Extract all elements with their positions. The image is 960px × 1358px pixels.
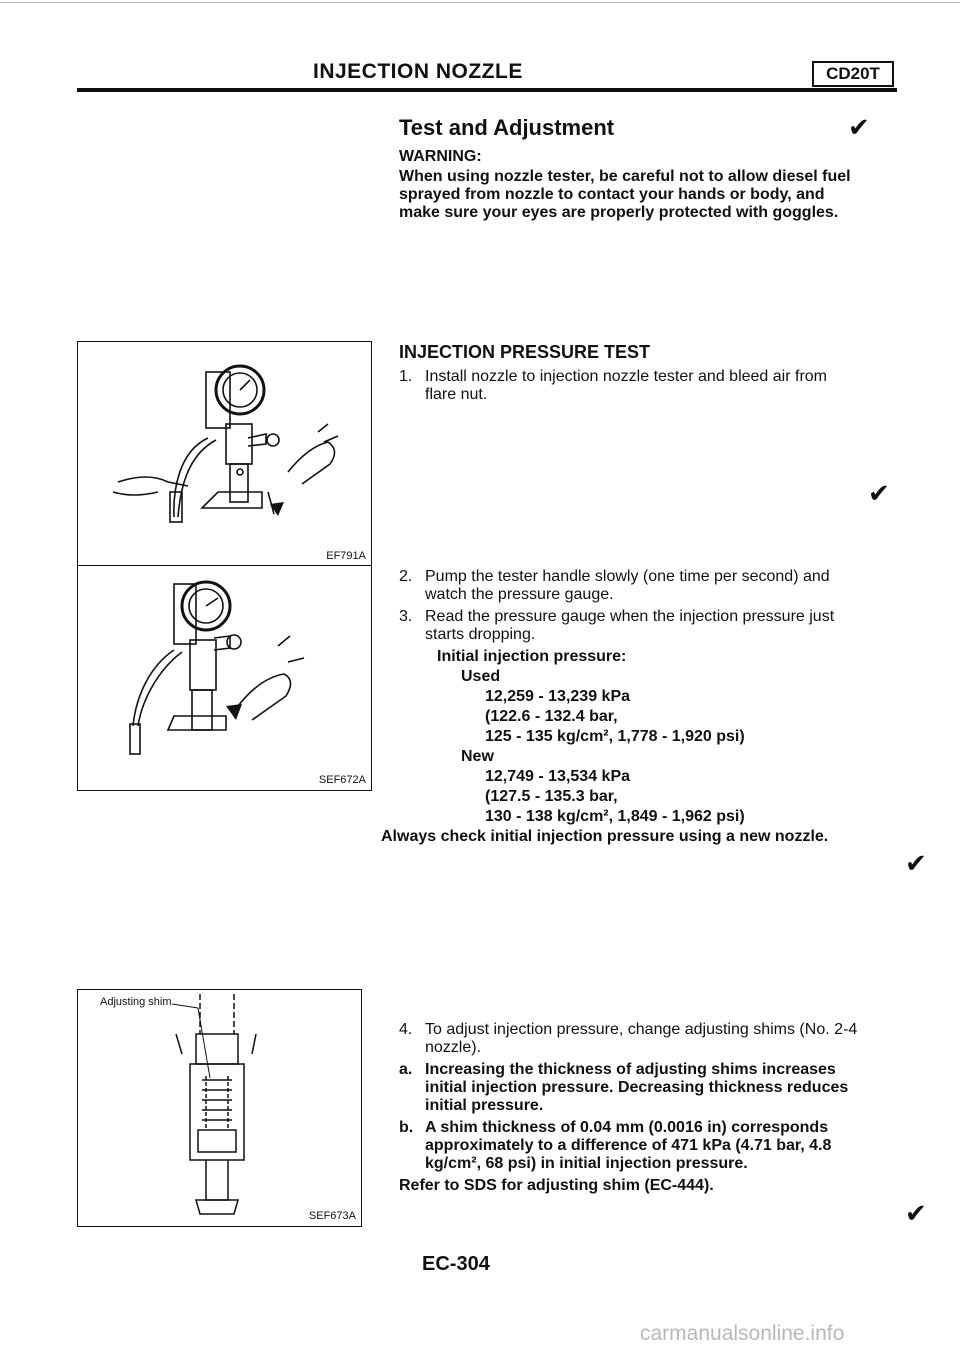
step-4: 4. To adjust injection pressure, change adjusting shims (No. 2-4 nozzle).: [399, 1021, 858, 1056]
spec-used-label: Used: [461, 668, 501, 685]
engine-model-badge: CD20T: [812, 61, 894, 87]
nozzle-tester-illustration: [78, 342, 371, 566]
figure-code-sef672a: SEF672A: [318, 774, 366, 786]
step-2: 2. Pump the tester handle slowly (one time per second) and watch the pressure gauge.: [399, 568, 830, 603]
section-title: Test and Adjustment: [399, 115, 615, 140]
spec-new-bar: (127.5 - 135.3 bar,: [485, 788, 618, 805]
figure-pressure-gauge-test: [77, 565, 372, 791]
spec-new-kgcm-psi: 130 - 138 kg/cm², 1,849 - 1,962 psi): [485, 808, 745, 825]
spec-new-kpa: 12,749 - 13,534 kPa: [485, 768, 631, 785]
figure-adjusting-shim: [77, 989, 362, 1227]
page-number: EC-304: [422, 1253, 490, 1275]
step-3: 3. Read the pressure gauge when the injection pressure just starts dropping.: [399, 608, 835, 643]
figure-nozzle-tester-install: [77, 341, 372, 567]
spec-used-bar: (122.6 - 132.4 bar,: [485, 708, 618, 725]
nozzle-cutaway-illustration: [78, 990, 361, 1226]
spec-used-kpa: 12,259 - 13,239 kPa: [485, 688, 631, 705]
margin-check-mark-icon: ✔: [905, 1198, 927, 1228]
spec-note: Always check initial injection pressure using a new nozzle.: [381, 828, 829, 845]
step-a: a. Increasing the thickness of adjusting shims increases initial injection pressure. Decreasing thickness reduces initial pressure.: [399, 1061, 849, 1114]
watermark: carmanualsonline.info: [640, 1322, 845, 1345]
warning-heading: WARNING:: [399, 148, 482, 165]
warning-text: When using nozzle tester, be careful not to allow diesel fuel sprayed from nozzle to contact your hands or body, and make sure your eyes are properly protected with goggles.: [399, 168, 851, 221]
page-header-title: INJECTION NOZZLE: [313, 60, 523, 83]
spec-heading: Initial injection pressure:: [437, 648, 627, 665]
adjusting-shim-label: Adjusting shim: [100, 996, 172, 1008]
top-edge-rule: [0, 2, 960, 3]
step-b: b. A shim thickness of 0.04 mm (0.0016 in) corresponds approximately to a difference of 471 kPa (4.71 bar, 4.8 kg/cm², 68 psi) in initial injection pressure.: [399, 1119, 832, 1172]
figure-code-ef791a: EF791A: [326, 550, 366, 562]
pressure-gauge-illustration: [78, 566, 371, 790]
spec-new-label: New: [461, 748, 494, 765]
figure-code-sef673a: SEF673A: [308, 1210, 356, 1222]
margin-check-mark-icon: ✔: [905, 848, 927, 878]
refer-to-sds: Refer to SDS for adjusting shim (EC-444).: [399, 1177, 714, 1194]
header-rule: [77, 88, 897, 92]
step-1: 1. Install nozzle to injection nozzle tester and bleed air from flare nut.: [399, 368, 827, 403]
margin-check-mark-icon: ✔: [848, 112, 870, 142]
pressure-test-heading: INJECTION PRESSURE TEST: [399, 342, 651, 362]
margin-check-mark-icon: ✔: [868, 478, 890, 508]
spec-used-kgcm-psi: 125 - 135 kg/cm², 1,778 - 1,920 psi): [485, 728, 745, 745]
